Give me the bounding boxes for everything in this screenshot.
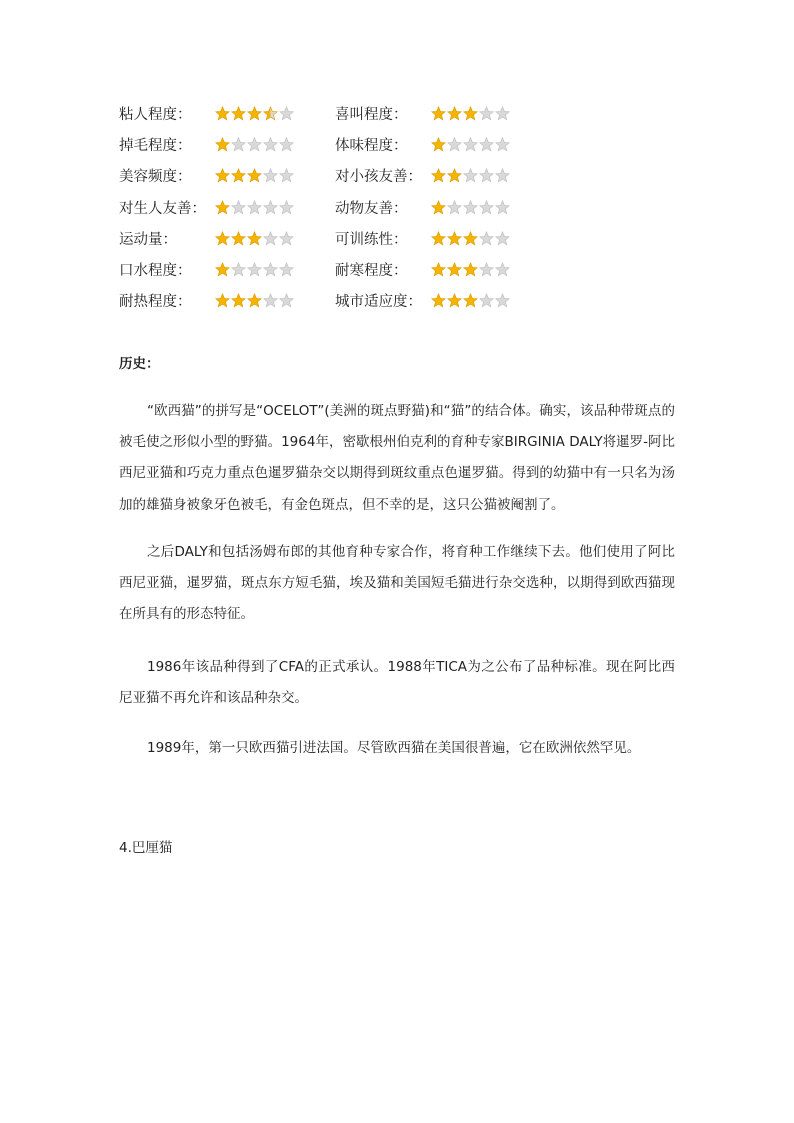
- star-empty-icon: [495, 262, 510, 277]
- star-empty-icon: [495, 293, 510, 308]
- rating-label: 对小孩友善：: [335, 169, 422, 186]
- rating-label: 可训练性：: [335, 231, 408, 248]
- star-empty-icon: [263, 293, 278, 308]
- star-empty-icon: [279, 168, 294, 183]
- rating-label: 耐寒程度：: [335, 263, 408, 280]
- star-empty-icon: [263, 231, 278, 246]
- star-filled-icon: [447, 106, 462, 121]
- star-filled-icon: [431, 106, 446, 121]
- star-empty-icon: [447, 137, 462, 152]
- star-filled-icon: [447, 168, 462, 183]
- rating-label: 口水程度：: [119, 263, 192, 280]
- rating-item: [119, 134, 335, 155]
- star-empty-icon: [279, 293, 294, 308]
- star-empty-icon: [279, 137, 294, 152]
- rating-item: [119, 290, 335, 311]
- rating-row: [119, 192, 539, 223]
- star-empty-icon: [263, 137, 278, 152]
- star-empty-icon: [495, 137, 510, 152]
- star-rating: [431, 293, 510, 308]
- star-empty-icon: [263, 168, 278, 183]
- star-rating: [431, 231, 510, 246]
- star-rating: [215, 231, 294, 246]
- star-filled-icon: [215, 262, 230, 277]
- star-filled-icon: [431, 200, 446, 215]
- history-paragraph-2: 之后DALY和包括汤姆布郎的其他育种专家合作，将育种工作继续下去。他们使用了阿比西尼亚猫，暹罗猫，斑点东方短毛猫，埃及猫和美国短毛猫进行杂交选种，以期得到欧西猫现在所具有的形态特征。: [119, 544, 675, 623]
- star-filled-icon: [431, 231, 446, 246]
- star-empty-icon: [463, 168, 478, 183]
- star-half-icon: [263, 106, 278, 121]
- star-empty-icon: [463, 137, 478, 152]
- star-rating: [431, 262, 510, 277]
- star-filled-icon: [231, 168, 246, 183]
- star-filled-icon: [215, 106, 230, 121]
- star-filled-icon: [447, 231, 462, 246]
- star-empty-icon: [495, 168, 510, 183]
- star-empty-icon: [479, 106, 494, 121]
- star-filled-icon: [231, 293, 246, 308]
- star-empty-icon: [447, 200, 462, 215]
- star-empty-icon: [247, 262, 262, 277]
- next-section-heading: 4.巴厘猫: [119, 840, 173, 856]
- star-rating: [215, 262, 294, 277]
- rating-row: [119, 98, 539, 129]
- star-empty-icon: [231, 262, 246, 277]
- star-empty-icon: [279, 231, 294, 246]
- history-paragraph-1: “欧西猫”的拼写是“OCELOT”(美洲的斑点野猫)和“猫”的结合体。确实，该品种带斑点的被毛使之形似小型的野猫。1964年，密歇根州伯克利的育种专家BIRGINIA DALY将暹罗-阿比西尼亚猫和巧克力重点色暹罗猫杂交以期得到斑纹重点色暹罗猫。得到的幼猫中有一只名为汤加的雄猫身被象牙色被毛，有金色斑点，但不幸的是，这只公猫被阉割了。: [119, 403, 675, 513]
- rating-item: [119, 228, 335, 249]
- history-paragraph-4: 1989年，第一只欧西猫引进法国。尽管欧西猫在美国很普遍，它在欧洲依然罕见。: [147, 740, 641, 756]
- rating-row: [119, 223, 539, 254]
- rating-label: 美容频度：: [119, 169, 192, 186]
- rating-row: [119, 129, 539, 160]
- star-filled-icon: [215, 231, 230, 246]
- star-filled-icon: [463, 293, 478, 308]
- star-filled-icon: [215, 137, 230, 152]
- star-empty-icon: [495, 231, 510, 246]
- rating-item: [335, 290, 535, 311]
- star-rating: [431, 137, 510, 152]
- star-filled-icon: [431, 168, 446, 183]
- star-filled-icon: [247, 231, 262, 246]
- star-filled-icon: [247, 293, 262, 308]
- star-empty-icon: [495, 200, 510, 215]
- star-empty-icon: [479, 137, 494, 152]
- star-rating: [431, 168, 510, 183]
- star-empty-icon: [495, 106, 510, 121]
- history-paragraph-3: 1986年该品种得到了CFA的正式承认。1988年TICA为之公布了品种标准。现在阿比西尼亚猫不再允许和该品种杂交。: [119, 659, 675, 707]
- star-filled-icon: [463, 231, 478, 246]
- rating-label: 掉毛程度：: [119, 138, 192, 155]
- star-empty-icon: [279, 262, 294, 277]
- rating-item: [119, 197, 335, 218]
- rating-label: 城市适应度：: [335, 294, 422, 311]
- star-filled-icon: [431, 262, 446, 277]
- star-rating: [431, 106, 510, 121]
- rating-label: 喜叫程度：: [335, 107, 408, 124]
- history-title: 历史：: [119, 356, 160, 372]
- star-empty-icon: [479, 200, 494, 215]
- star-filled-icon: [215, 200, 230, 215]
- star-empty-icon: [263, 200, 278, 215]
- rating-item: [335, 103, 535, 124]
- star-filled-icon: [431, 137, 446, 152]
- rating-item: [335, 197, 535, 218]
- star-empty-icon: [247, 200, 262, 215]
- rating-row: [119, 160, 539, 191]
- star-empty-icon: [231, 137, 246, 152]
- rating-item: [335, 165, 535, 186]
- star-empty-icon: [231, 200, 246, 215]
- rating-label: 耐热程度：: [119, 294, 192, 311]
- star-filled-icon: [231, 231, 246, 246]
- rating-item: [335, 134, 535, 155]
- rating-label: 对生人友善：: [119, 200, 206, 217]
- rating-item: [335, 259, 535, 280]
- rating-item: [335, 228, 535, 249]
- star-rating: [215, 168, 294, 183]
- star-filled-icon: [231, 106, 246, 121]
- star-empty-icon: [279, 200, 294, 215]
- star-rating: [215, 137, 294, 152]
- star-empty-icon: [479, 262, 494, 277]
- star-filled-icon: [247, 168, 262, 183]
- rating-label: 动物友善：: [335, 200, 408, 217]
- star-filled-icon: [215, 293, 230, 308]
- rating-label: 粘人程度：: [119, 107, 192, 124]
- star-empty-icon: [279, 106, 294, 121]
- star-filled-icon: [463, 106, 478, 121]
- ratings-table: [119, 98, 539, 316]
- rating-item: [119, 103, 335, 124]
- star-rating: [215, 293, 294, 308]
- rating-row: [119, 285, 539, 316]
- star-empty-icon: [479, 168, 494, 183]
- star-rating: [215, 106, 294, 121]
- star-empty-icon: [479, 231, 494, 246]
- star-rating: [215, 200, 294, 215]
- star-filled-icon: [215, 168, 230, 183]
- star-filled-icon: [447, 262, 462, 277]
- star-empty-icon: [479, 293, 494, 308]
- star-rating: [431, 200, 510, 215]
- rating-label: 运动量：: [119, 231, 177, 248]
- star-empty-icon: [463, 200, 478, 215]
- rating-item: [119, 165, 335, 186]
- rating-label: 体味程度：: [335, 138, 408, 155]
- star-empty-icon: [247, 137, 262, 152]
- star-filled-icon: [431, 293, 446, 308]
- star-empty-icon: [263, 262, 278, 277]
- rating-item: [119, 259, 335, 280]
- star-filled-icon: [463, 262, 478, 277]
- rating-row: [119, 254, 539, 285]
- star-filled-icon: [447, 293, 462, 308]
- star-filled-icon: [247, 106, 262, 121]
